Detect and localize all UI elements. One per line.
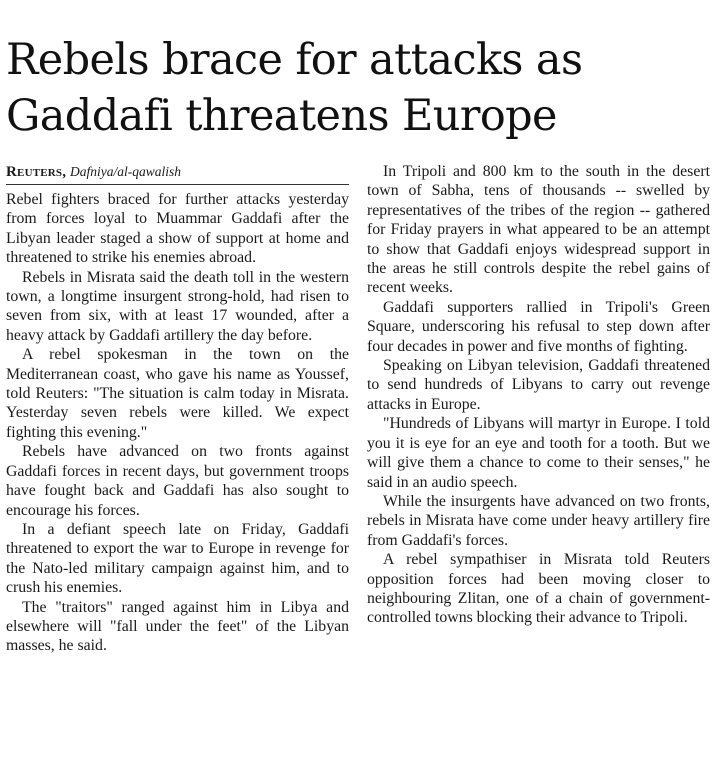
byline-agency: Reuters,	[6, 164, 67, 180]
paragraph: In Tripoli and 800 km to the south in the desert town of Sabha, tens of thousands -- swelled by representatives of the tribes of the region -- gathered for Friday prayers in what appeared to be an attempt to show that Gaddafi enjoys widespread support in the areas he still controls despite the rebel gains of recent weeks.	[367, 163, 710, 297]
article-body	[6, 162, 710, 772]
byline-rule	[6, 184, 349, 185]
paragraph: "Hundreds of Libyans will martyr in Europe. I told you it is eye for an eye and tooth for a tooth. But we will give them a chance to come to their senses," he said in an audio speech.	[367, 415, 710, 491]
paragraph: While the insurgents have advanced on two fronts, rebels in Misrata have come under heavy artillery fire from Gaddafi's forces.	[367, 492, 710, 549]
paragraph: Rebel fighters braced for further attacks yesterday from forces loyal to Muammar Gaddafi after the Libyan leader staged a show of support at home and threatened to strike his enemies abroad.	[6, 191, 349, 267]
headline-line-1: Rebels brace for attacks as	[6, 35, 583, 85]
paragraph: Rebels in Misrata said the death toll in the western town, a longtime insurgent strong-hold, had risen to seven from six, with at least 17 wounded, after a heavy attack by Gaddafi artillery the day before.	[6, 268, 349, 344]
paragraph: Gaddafi supporters rallied in Tripoli's Green Square, underscoring his refusal to step down after four decades in power and five months of fighting.	[367, 298, 710, 355]
paragraph: Rebels have advanced on two fronts against Gaddafi forces in recent days, but government troops have fought back and Gaddafi has also sought to encourage his forces.	[6, 443, 349, 519]
paragraph: Speaking on Libyan television, Gaddafi threatened to send hundreds of Libyans to carry out revenge attacks in Europe.	[367, 357, 710, 413]
headline-line-2: Gaddafi threatens Europe	[6, 91, 557, 141]
headline	[6, 0, 710, 144]
column-right	[367, 162, 710, 772]
column-left	[6, 162, 349, 772]
byline	[6, 162, 349, 182]
paragraph: A rebel spokesman in the town on the Mediterranean coast, who gave his name as Youssef, told Reuters: "The situation is calm today in Misrata. Yesterday seven rebels were killed. We expect fighting this evening."	[6, 346, 349, 441]
paragraph: The "traitors" ranged against him in Libya and elsewhere will "fall under the feet" of the Libyan masses, he said.	[6, 598, 349, 655]
paragraph: A rebel sympathiser in Misrata told Reuters opposition forces had been moving closer to neighbouring Zlitan, one of a chain of government-controlled towns blocking their advance to Tripoli.	[367, 551, 710, 627]
paragraph: In a defiant speech late on Friday, Gaddafi threatened to export the war to Europe in revenge for the Nato-led military campaign against him, and to crush his enemies.	[6, 520, 349, 597]
byline-place: Dafniya/al-qawalish	[69, 164, 181, 179]
